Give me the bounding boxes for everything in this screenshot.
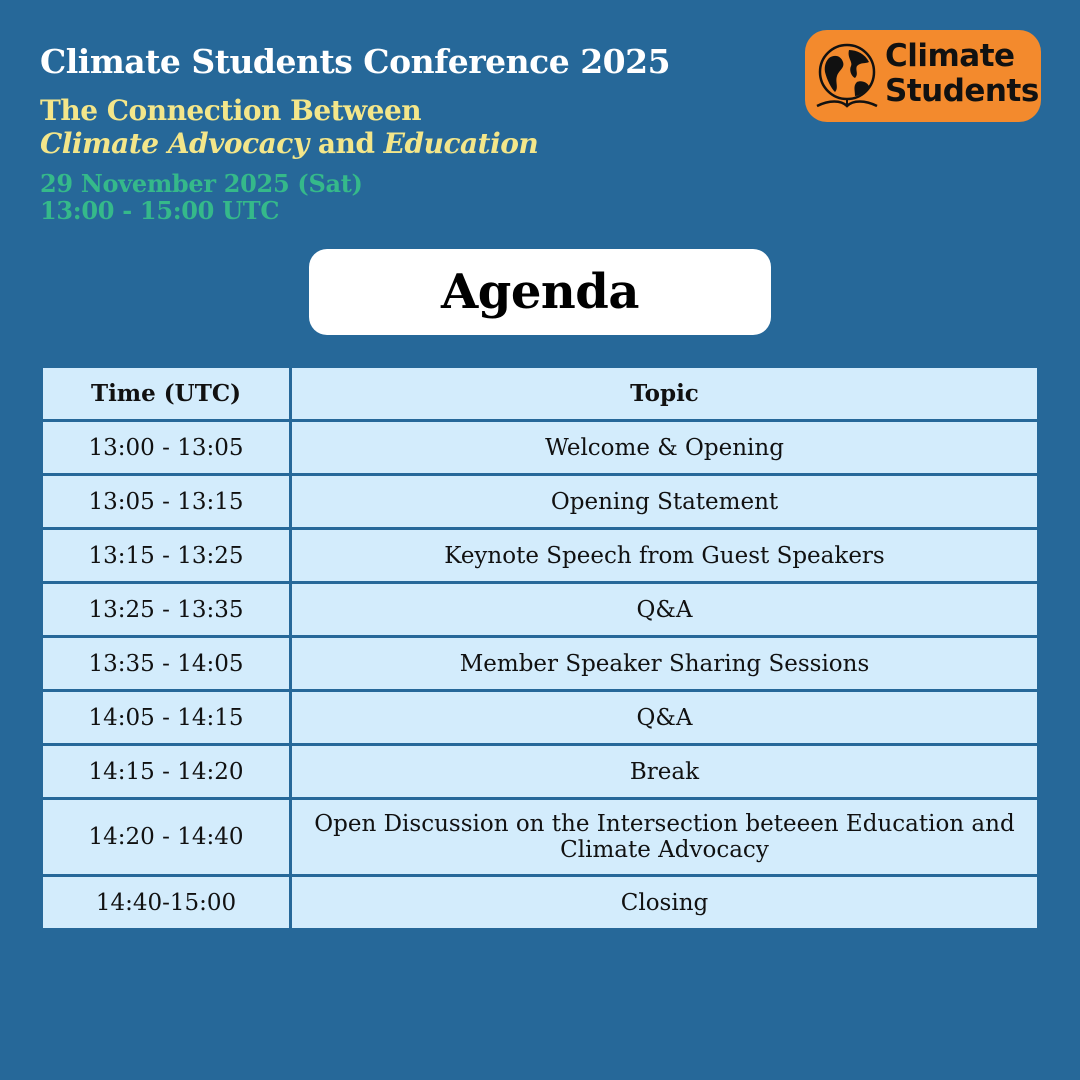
topic-cell: Keynote Speech from Guest Speakers — [292, 530, 1037, 581]
subtitle-and: and — [308, 127, 384, 160]
table-row — [43, 530, 1037, 581]
column-header-topic: Topic — [292, 368, 1037, 419]
table-header-row — [43, 368, 1037, 419]
logo-line-1: Climate — [885, 38, 1015, 74]
conference-subtitle — [40, 94, 670, 160]
time-cell: 13:00 - 13:05 — [43, 422, 289, 473]
time-cell: 14:20 - 14:40 — [43, 800, 289, 874]
table-row — [43, 692, 1037, 743]
topic-cell: Opening Statement — [292, 476, 1037, 527]
climate-students-logo — [805, 30, 1041, 122]
topic-cell: Closing — [292, 877, 1037, 928]
globe-book-icon — [815, 40, 881, 112]
time-cell: 13:05 - 13:15 — [43, 476, 289, 527]
event-date: 29 November 2025 (Sat) — [40, 169, 363, 198]
topic-cell: Member Speaker Sharing Sessions — [292, 638, 1037, 689]
table-row — [43, 422, 1037, 473]
topic-cell: Open Discussion on the Intersection beteeen Education and Climate Advocacy — [292, 800, 1037, 874]
agenda-table — [40, 365, 1040, 931]
time-cell: 13:15 - 13:25 — [43, 530, 289, 581]
table-row — [43, 877, 1037, 928]
column-header-time: Time (UTC) — [43, 368, 289, 419]
topic-cell: Q&A — [292, 584, 1037, 635]
subtitle-line-1: The Connection Between — [40, 94, 422, 127]
logo-line-2: Students — [885, 73, 1039, 109]
event-time: 13:00 - 15:00 UTC — [40, 196, 280, 225]
subtitle-education: Education — [383, 127, 539, 160]
table-row — [43, 584, 1037, 635]
date-block — [40, 170, 670, 224]
subtitle-line-2 — [40, 127, 670, 160]
table-row — [43, 746, 1037, 797]
time-cell: 14:15 - 14:20 — [43, 746, 289, 797]
topic-cell: Break — [292, 746, 1037, 797]
table-row — [43, 638, 1037, 689]
table-row — [43, 800, 1037, 874]
time-cell: 13:25 - 13:35 — [43, 584, 289, 635]
conference-title: Climate Students Conference 2025 — [40, 42, 671, 81]
header — [40, 40, 670, 224]
subtitle-climate-advocacy: Climate Advocacy — [40, 127, 309, 160]
time-cell: 14:05 - 14:15 — [43, 692, 289, 743]
agenda-heading-box — [309, 249, 771, 335]
table-row — [43, 476, 1037, 527]
time-cell: 14:40-15:00 — [43, 877, 289, 928]
topic-cell: Q&A — [292, 692, 1037, 743]
topic-cell: Welcome & Opening — [292, 422, 1037, 473]
time-cell: 13:35 - 14:05 — [43, 638, 289, 689]
agenda-heading: Agenda — [441, 264, 639, 320]
logo-text — [885, 39, 1039, 109]
